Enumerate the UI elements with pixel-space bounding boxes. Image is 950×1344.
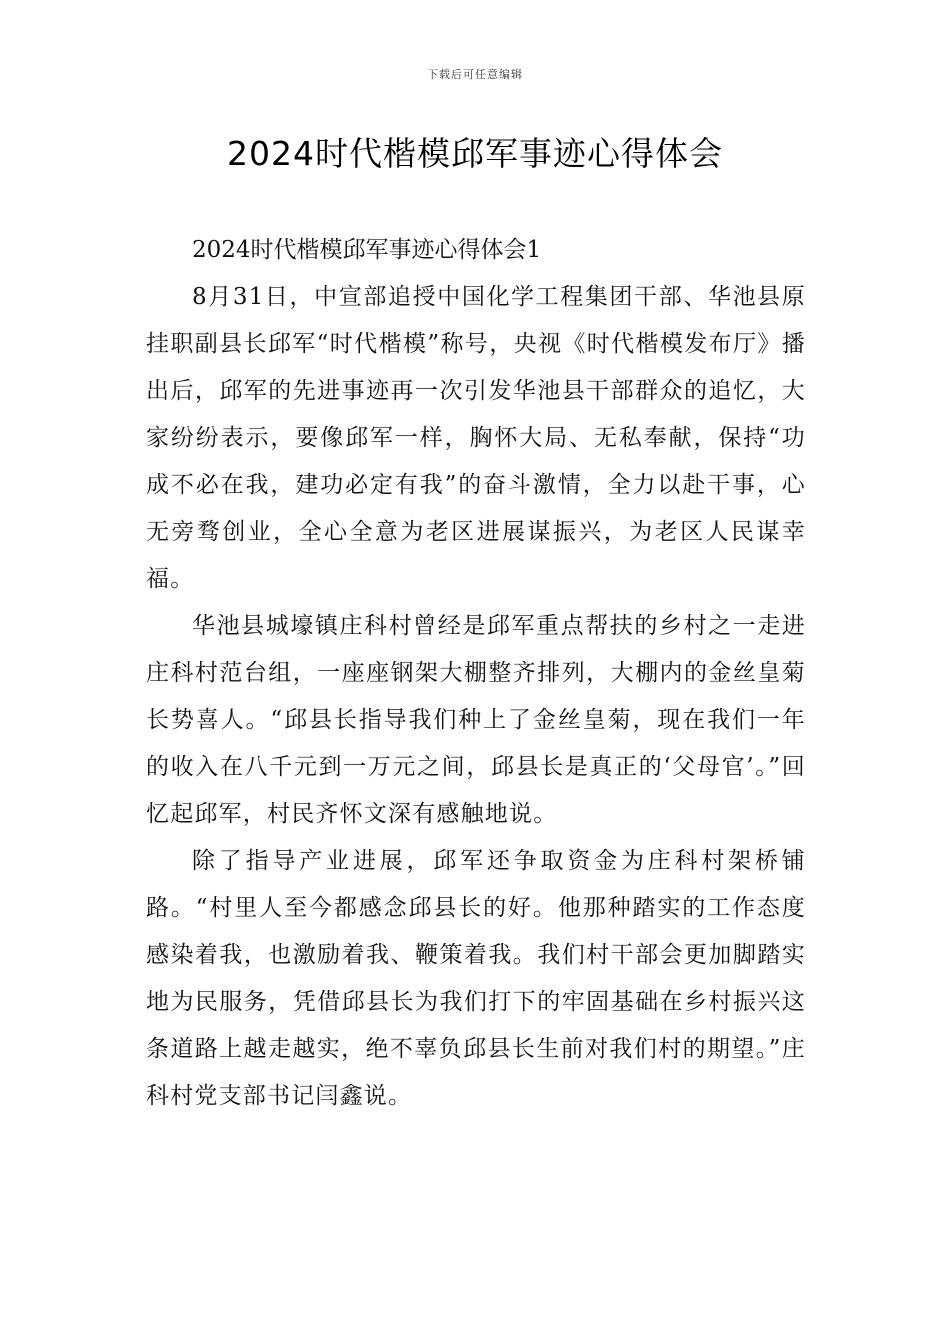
paragraph-1: 8月31日，中宣部追授中国化学工程集团干部、华池县原挂职副县长邱军“时代楷模”称号，央视《时代楷模发布厅》播出后，邱军的先进事迹再一次引发华池县干部群众的追忆，大家纷纷表示，要像邱军一样，胸怀大局、无私奉献，保持“功成不必在我，建功必定有我”的奋斗激情，全力以赴干事，心无旁骛创业，全心全意为老区进展谋振兴，为老区人民谋幸福。	[146, 284, 806, 592]
paragraph-2: 华池县城壕镇庄科村曾经是邱军重点帮扶的乡村之一走进庄科村范台组，一座座钢架大棚整齐排列，大棚内的金丝皇菊长势喜人。“邱县长指导我们种上了金丝皇菊，现在我们一年的收入在八千元到一万元之间，邱县长是真正的‘父母官’。”回忆起邱军，村民齐怀文深有感触地说。	[146, 613, 806, 827]
document-title: 2024时代楷模邱军事迹心得体会	[227, 134, 723, 173]
section-subtitle: 2024时代楷模邱军事迹心得体会1	[192, 237, 542, 263]
document-body	[146, 227, 806, 1120]
paragraph-3: 除了指导产业进展，邱军还争取资金为庄科村架桥铺路。“村里人至今都感念邱县长的好。他那种踏实的工作态度感染着我，也激励着我、鞭策着我。我们村干部会更加脚踏实地为民服务，凭借邱县长为我们打下的牢固基础在乡村振兴这条道路上越走越实，绝不辜负邱县长生前对我们村的期望。”庄科村党支部书记闫鑫说。	[146, 848, 806, 1109]
header-note: 下载后可任意编辑	[427, 68, 523, 81]
